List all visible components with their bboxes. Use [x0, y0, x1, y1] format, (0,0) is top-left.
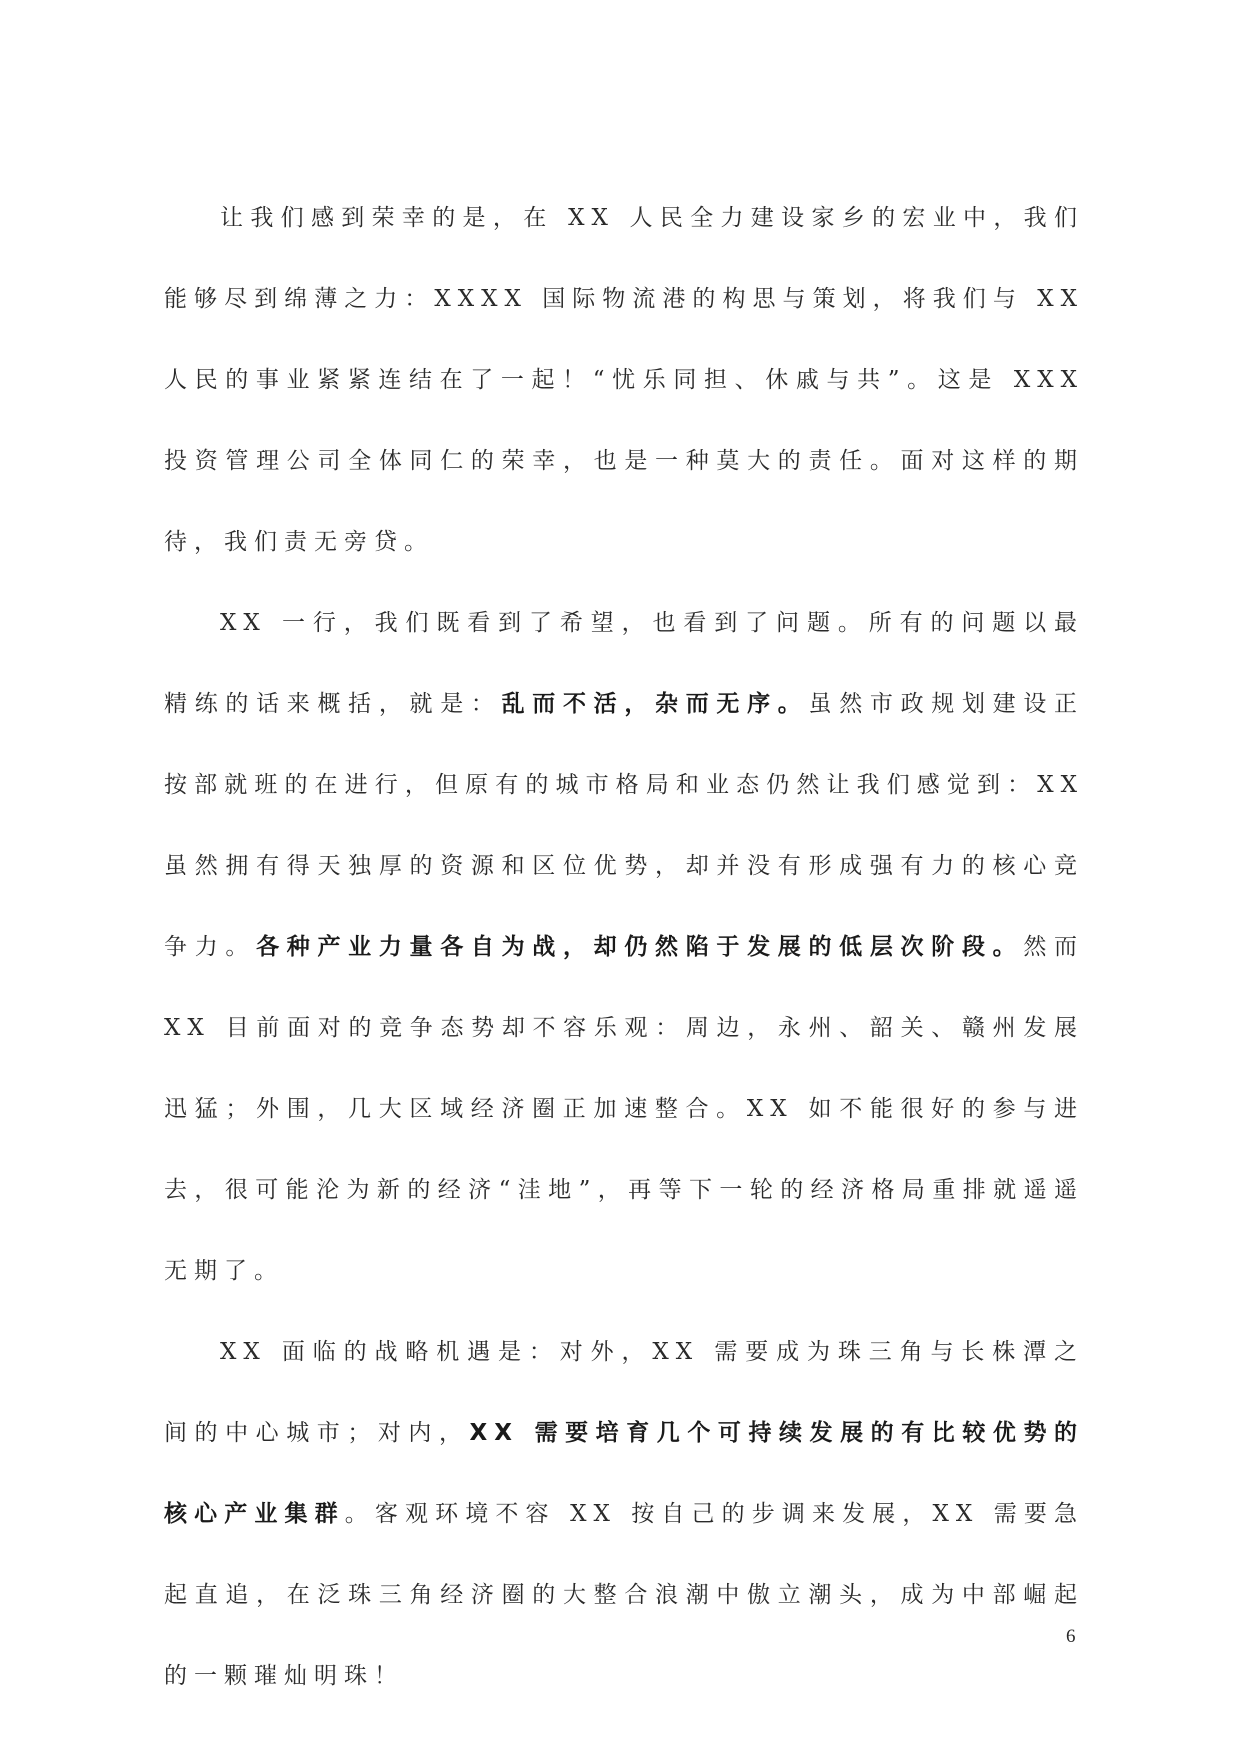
paragraph-opportunity [164, 1312, 1084, 1717]
emphasis-text: 各种产业力量各自为战，却仍然陷于发展的低层次阶段。 [256, 934, 1024, 960]
emphasis-text: 乱而不活，杂而无序。 [501, 691, 809, 717]
paragraph-problems [164, 583, 1084, 1312]
paragraph-text: XX 一行，我们既看到了希望，也看到了问题。所有的问题以最精练的话来概括，就是： [164, 610, 1084, 717]
paragraph-text: 虽然市政规划建设正按部就班的在进行，但原有的城市格局和业态仍然让我们感觉到：XX 虽然拥有得天独厚的资源和区位优势，却并没有形成强有力的核心竞争力。 [164, 691, 1085, 960]
paragraph-text: 让我们感到荣幸的是，在 XX 人民全力建设家乡的宏业中，我们能够尽到绵薄之力：XXXX 国际物流港的构思与策划，将我们与 XX 人民的事业紧紧连结在了一起！“忧乐同担、休戚与共”。这是 XXX 投资管理公司全体同仁的荣幸，也是一种莫大的责任。面对这样的期待，我们责无旁贷。 [164, 205, 1084, 555]
paragraph-text: 然而 XX 目前面对的竞争态势却不容乐观：周边，永州、韶关、赣州发展迅猛；外围，几大区域经济圈正加速整合。XX 如不能很好的参与进去，很可能沦为新的经济“洼地”，再等下一轮的经济格局重排就遥遥无期了。 [164, 934, 1085, 1284]
paragraph-text: XX 面临的战略机遇是：对外，XX 需要成为珠三角与长株潭之间的中心城市；对内， [164, 1339, 1084, 1446]
paragraph-honor [164, 178, 1084, 583]
paragraph-text: 。客观环境不容 XX 按自己的步调来发展，XX 需要急起直追，在泛珠三角经济圈的大整合浪潮中傲立潮头，成为中部崛起的一颗璀灿明珠！ [164, 1501, 1084, 1689]
body-text [164, 178, 1084, 1717]
page-number: 6 [1066, 1626, 1076, 1647]
emphasis-text: XX 需要培育几个可持续发展的有比较优势的核心产业集群 [164, 1420, 1084, 1527]
